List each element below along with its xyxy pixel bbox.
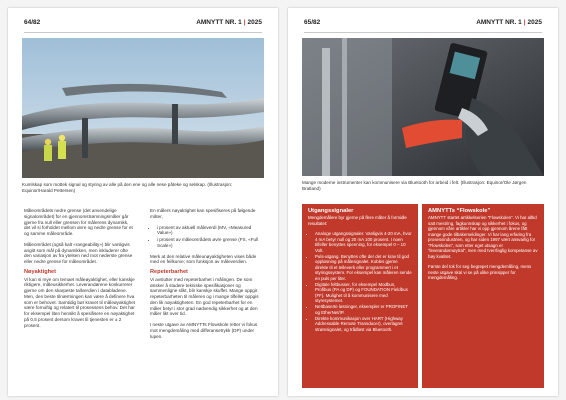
column-2 xyxy=(150,208,262,344)
magazine-name: AMNYTT NR. 1 xyxy=(196,19,242,26)
paragraph: Vi kan si mye om temaet måleøyaktighet, eller kanskje riktigere, måleusikkerhet. Leverandørene konkurrerer gjerne om den skarpeste tallverdien i databladene. Men, den beste tilnærmingen kan være å definere hva som er behovet. Samtidig bør kravet til måleøyaktighet være fornuftig og relatert til prosessens behov. Det har for eksempel liten hensikt å spesifisere en nøyaktighet på 0,5 prosent dersom kravet til tjenesten er ± 2 prosent. xyxy=(24,276,136,328)
box-heading: Utgangssignaler xyxy=(308,208,354,214)
paragraph: En målers nøyaktighet kan spesifiseres på følgende måter, xyxy=(150,208,256,219)
photo-caption: Mange moderne instrumenter kan kommunisere via Bluetooth for arbeid i felt. (Illustrasjon: Equinor/Ole Jørgen Bratland) xyxy=(302,180,527,191)
handheld-instrument-illustration xyxy=(302,38,544,176)
list-item: • Puls-utgang. Benyttes ofte der det er krav til god oppløsning på målesignalet. Kobles gjerne direkte til et telleverk eller programmert i et styringssystem. For eksempel kan måleren sende en puls per liter. xyxy=(315,254,412,282)
list-item: • Digitale feltbusser, for eksempel Modbus, Profibus (PA og DP) og FOUNDATION Fieldbus (FF). Mulighet til å kommunisere med styresystemet. xyxy=(315,282,412,304)
magazine-label xyxy=(196,19,262,26)
bullet-list xyxy=(308,231,412,332)
paragraph: Måleområdet (også kalt «rangeability») blir vanligvis angitt som mål på dynamikken, men inkluderer ofte den variasjon av fra ytelsen ned mot nederste grense eller nedre grense for måleområdet. xyxy=(24,241,133,264)
list-item: • Nettbaserte løsninger, eksempler er PROFINET og EtherNet/IP. xyxy=(315,304,412,315)
header-separator: | xyxy=(243,19,246,26)
paragraph: Første del tok for seg begrepet mengdemåling, mens neste utgave skal vi se på ulike prinsipper for mengdemåling. xyxy=(428,264,532,280)
header-separator: | xyxy=(523,19,526,26)
list-item: • Direkte kommunikasjon over HART (Highway Addressable Remote Transducer), overlagret strømsignalet, og trådløst via Bluetooth. xyxy=(315,316,412,333)
paragraph: Mengdemålere byr gjerne på flere måter å formidle resultatet: xyxy=(308,215,407,226)
paragraph: Vi avslutter med repeterbarhet i målingen. De som ønsker å studere tekniske spesifikasjoner og sammenligne slikt, blir kanskje skuffet. Mange oppgir repeterbarheten til måleren og i mange tilfeller oppgis den lik nøyaktigheten. En god repeterbarhet for en måler betyr i stor grad nødvendig sikkerhet og at den måler likt over tid. xyxy=(150,276,259,317)
section-heading: Repeterbarhet xyxy=(150,269,188,275)
paragraph: Måleområdets nedre grense (det anvendelige signalområdet) for en gjennomstrømningsmåler går gjerne fra null eller grensen for målerens dynamikk, det vil si forholdet mellom øvre og nedre grense for et og samme måleområde. xyxy=(24,208,133,236)
list-item: • i prosent av måleområdets øvre grense (FS, «Full Scale») xyxy=(157,237,262,249)
magazine-name: AMNYTT NR. 1 xyxy=(476,19,522,26)
magazine-year: 2025 xyxy=(247,19,262,26)
box-heading: AMNYTTs “Flowskole” xyxy=(428,208,491,214)
section-heading: Nøyaktighet xyxy=(24,268,57,275)
output-signals-box xyxy=(302,204,418,388)
list-item: • i prosent av aktuell måleverdi (MV, «Measured Value») xyxy=(157,225,262,237)
list-item: • Analoge utgangssignaler. Vanligvis 4-20 mA, hvor 4 mA betyr null og 20 mA 100 prosent. I noen tilfeller benyttes spenning, for eksempel 0 – 10 Volt. xyxy=(315,231,412,253)
photo-caption: Kumlskap som mottek signal og styring av alle på den ene og alle nese påteke og selskap. (Illustrasjon: Equinor/Harald Pettersen) xyxy=(22,182,233,193)
page-header xyxy=(304,18,542,33)
paragraph: I neste utgave av AMNYTTs Flowskole retter vi fokus mot mengdemåling med differansetrykk (DP) under lupen. xyxy=(150,322,258,339)
page-header xyxy=(24,18,262,33)
pipeline-photo xyxy=(22,38,264,178)
right-page xyxy=(288,8,558,396)
page-number: 65/82 xyxy=(304,19,321,26)
magazine-year: 2025 xyxy=(527,19,542,26)
column-1 xyxy=(24,208,136,333)
pipeline-illustration xyxy=(22,38,264,178)
flowskole-box xyxy=(422,204,544,388)
left-page xyxy=(8,8,278,396)
paragraph: Merk at den relative måleunøyaktigheten vises både med en feilkurve; som funksjon av måleverdien. xyxy=(150,253,257,265)
instrument-photo xyxy=(302,38,544,176)
bullet-list xyxy=(150,225,262,249)
paragraph: AMNYTT startet artikkelserien “Flowskolen”. Vi har alltid satt mestring, fagkunnskap og sikkerhet i fokus, og gjennom våre artikler har vi opp gjennom årene fått mange gode tilbakemeldinger. Vi har lang erfaring fra prosessindustrien, og har siden 1997 vært ansvarlig for “Flowskolen”, som etter eget utsagn er “leverandørnøytral”, men med tverrfaglig kompetanse av høy kvalitet. xyxy=(428,215,538,259)
page-number: 64/82 xyxy=(24,19,41,26)
magazine-label xyxy=(476,19,542,26)
